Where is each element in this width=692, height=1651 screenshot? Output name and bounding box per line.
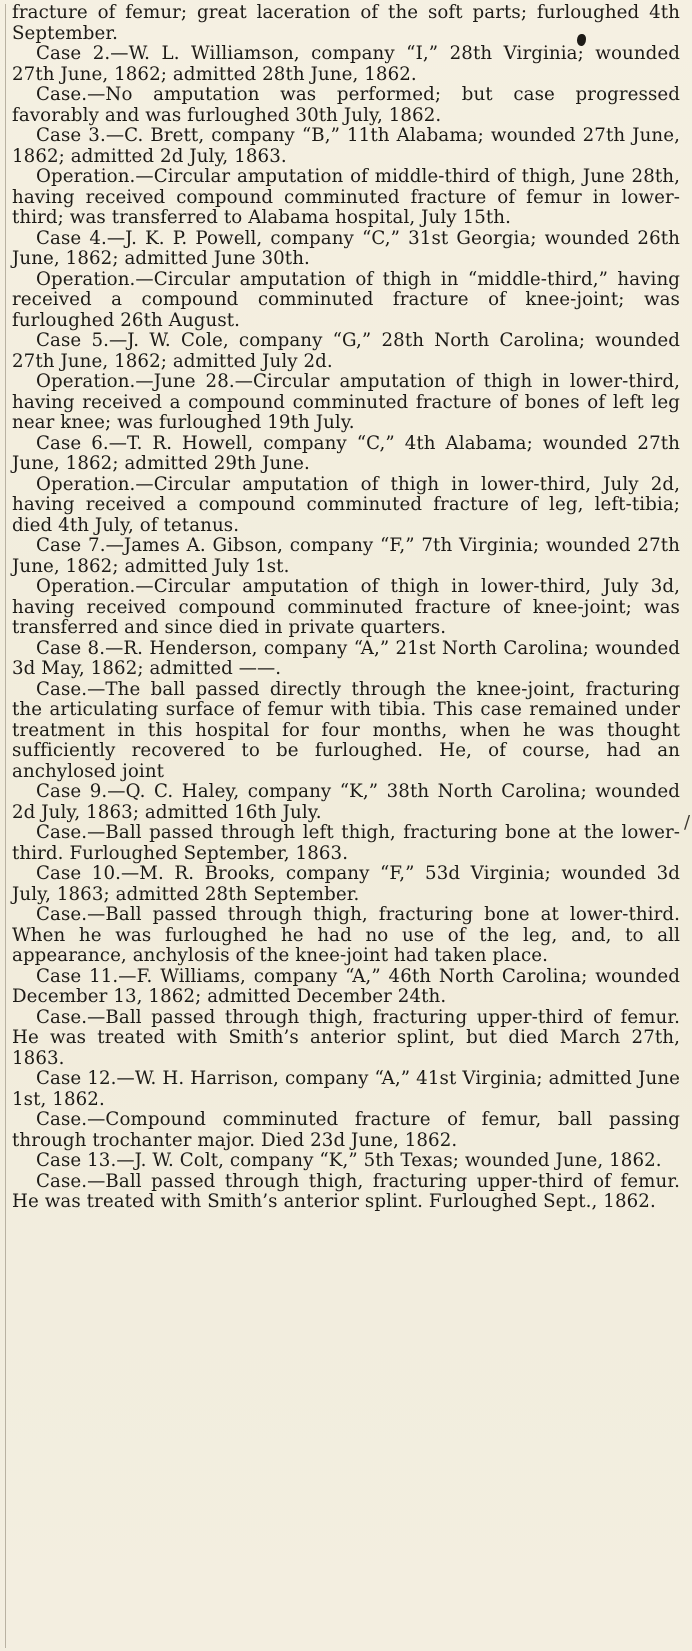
paragraph-4: Case 3.—C. Brett, company “B,” 11th Alabama; wounded 27th June, 1862; admitted 2d July, 1863. [12,125,680,167]
paragraph-18: Case 10.—M. R. Brooks, company “F,” 53d Virginia; wounded 3d July, 1863; admitted 28th September. [12,863,680,905]
paragraph-23: Case.—Compound comminuted fracture of femur, ball passing through trochanter major. Died 23d June, 1862. [12,1109,680,1151]
paragraph-15: Case.—The ball passed directly through the knee-joint, fracturing the articulating surface of femur with tibia. This case remained under treatment in this hospital for four months, when he was thought sufficiently recovered to be furloughed. He, of course, had an anchylosed joint [12,678,680,782]
paragraph-3: Case.—No amputation was performed; but case progressed favorably and was furloughed 30th July, 1862. [12,84,680,126]
paragraph-9: Operation.—June 28.—Circular amputation of thigh in lower-third, having received a compound comminuted fracture of bones of left leg near knee; was furloughed 19th July. [12,371,680,433]
margin-mark: / [684,812,691,833]
paragraph-22: Case 12.—W. H. Harrison, company “A,” 41st Virginia; admitted June 1st, 1862. [12,1068,680,1110]
paragraph-7: Operation.—Circular amputation of thigh in “middle-third,” having received a compound comminuted fracture of knee-joint; was furloughed 26th August. [12,268,680,331]
paragraph-19: Case.—Ball passed through thigh, fracturing bone at lower-third. When he was furloughed he had no use of the leg, and, to all appearance, anchylosis of the knee-joint had taken place. [12,904,680,966]
paragraph-10: Case 6.—T. R. Howell, company “C,” 4th Alabama; wounded 27th June, 1862; admitted 29th June. [12,432,680,474]
paragraph-11: Operation.—Circular amputation of thigh in lower-third, July 2d, having received a compound comminuted fracture of leg, left-tibia; died 4th July, of tetanus. [12,473,680,536]
paragraph-20: Case 11.—F. Williams, company “A,” 46th North Carolina; wounded December 13, 1862; admitted December 24th. [12,965,680,1007]
paragraph-12: Case 7.—James A. Gibson, company “F,” 7th Virginia; wounded 27th June, 1862; admitted July 1st. [12,535,680,577]
paragraph-25: Case.—Ball passed through thigh, fracturing upper-third of femur. He was treated with Smith’s anterior splint. Furloughed Sept., 1862. [12,1170,680,1212]
paragraph-13: Operation.—Circular amputation of thigh in lower-third, July 3d, having received compound comminuted fracture of knee-joint; was transferred and since died in private quarters. [12,576,680,638]
paragraph-24: Case 13.—J. W. Colt, company “K,” 5th Texas; wounded June, 1862. [36,1150,662,1171]
left-margin-rule [5,4,6,1648]
paragraph-2: Case 2.—W. L. Williamson, company “I,” 28th Virginia; wounded 27th June, 1862; admitted 28th June, 1862. [12,43,680,85]
paragraph-1: fracture of femur; great laceration of the soft parts; furloughed 4th September. [12,2,680,44]
paragraph-16: Case 9.—Q. C. Haley, company “K,” 38th North Carolina; wounded 2d July, 1863; admitted 16th July. [12,781,680,823]
paragraph-17: Case.—Ball passed through left thigh, fracturing bone at the lower-third. Furloughed September, 1863. [12,822,680,864]
paragraph-8: Case 5.—J. W. Cole, company “G,” 28th North Carolina; wounded 27th June, 1862; admitted July 2d. [12,330,680,372]
text-column [12,3,680,1213]
paragraph-14: Case 8.—R. Henderson, company “A,” 21st North Carolina; wounded 3d May, 1862; admitted ——. [12,637,680,679]
paragraph-6: Case 4.—J. K. P. Powell, company “C,” 31st Georgia; wounded 26th June, 1862; admitted June 30th. [12,227,680,269]
paragraph-21: Case.—Ball passed through thigh, fracturing upper-third of femur. He was treated with Smith’s anterior splint, but died March 27th, 1863. [12,1006,680,1069]
paragraph-5: Operation.—Circular amputation of middle-third of thigh, June 28th, having received compound comminuted fracture of femur in lower-third; was transferred to Alabama hospital, July 15th. [12,166,680,228]
